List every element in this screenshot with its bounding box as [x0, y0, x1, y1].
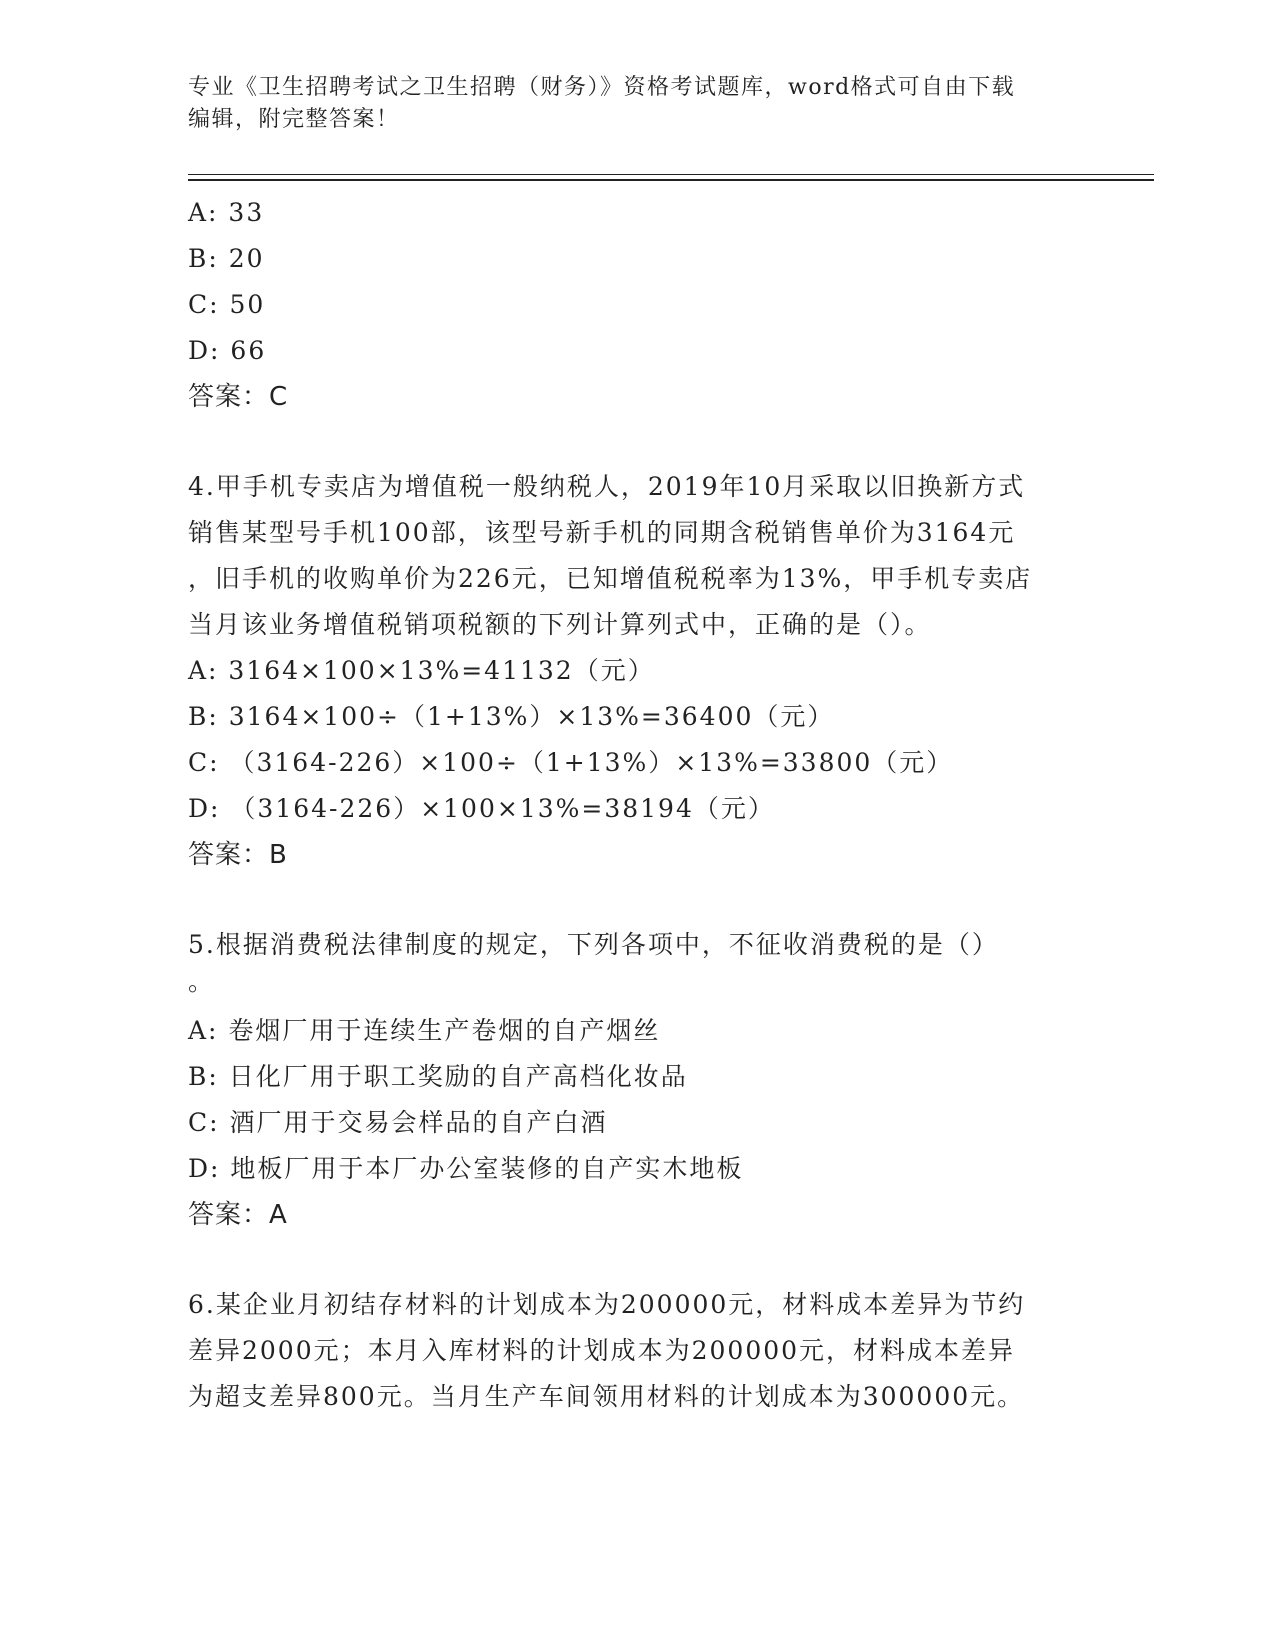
question-text-line: 当月该业务增值税销项税额的下列计算列式中，正确的是（）。: [188, 610, 932, 639]
option-a: A: 卷烟厂用于连续生产卷烟的自产烟丝: [188, 1016, 661, 1045]
question-text-line: 6.某企业月初结存材料的计划成本为200000元，材料成本差异为节约: [188, 1290, 1026, 1319]
option-a: A: 33: [188, 198, 265, 227]
option-a: A: 3164×100×13%=41132（元）: [188, 656, 655, 685]
question-text-line: 销售某型号手机100部，该型号新手机的同期含税销售单价为3164元: [188, 518, 1016, 547]
answer: 答案：A: [188, 1200, 288, 1230]
question-text-line: 为超支差异800元。当月生产车间领用材料的计划成本为300000元。: [188, 1382, 1025, 1411]
header-line-2: 编辑，附完整答案！: [188, 107, 400, 132]
header-divider-thin: [188, 174, 1154, 175]
question-text-tail: 。: [188, 967, 214, 996]
option-c: C: （3164-226）×100÷（1+13%）×13%=33800（元）: [188, 748, 954, 777]
option-d: D: 66: [188, 336, 267, 365]
question-3: [188, 190, 1088, 420]
option-b: B: 3164×100÷（1+13%）×13%=36400（元）: [188, 702, 835, 731]
question-6: [188, 1282, 1088, 1420]
question-text-line: 4.甲手机专卖店为增值税一般纳税人，2019年10月采取以旧换新方式: [188, 472, 1026, 501]
question-text-line: ，旧手机的收购单价为226元，已知增值税税率为13%，甲手机专卖店: [188, 564, 1033, 593]
option-b: B: 20: [188, 244, 265, 273]
option-c: C: 50: [188, 290, 266, 319]
question-text-line: 差异2000元；本月入库材料的计划成本为200000元，材料成本差异: [188, 1336, 1016, 1365]
question-4: [188, 464, 1088, 878]
question-5: [188, 922, 1088, 1238]
header-line-1: 专业《卫生招聘考试之卫生招聘（财务）》资格考试题库，word格式可自由下载: [188, 75, 1016, 100]
page-header: [188, 72, 1088, 136]
question-text-line: 5.根据消费税法律制度的规定，下列各项中，不征收消费税的是（）: [188, 930, 999, 959]
option-c: C: 酒厂用于交易会样品的自产白酒: [188, 1108, 608, 1137]
header-divider-thick: [188, 179, 1154, 181]
option-b: B: 日化厂用于职工奖励的自产高档化妆品: [188, 1062, 688, 1091]
question-content: [188, 190, 1088, 1420]
option-d: D: （3164-226）×100×13%=38194（元）: [188, 794, 775, 823]
answer: 答案：B: [188, 840, 288, 870]
answer: 答案：C: [188, 382, 289, 412]
option-d: D: 地板厂用于本厂办公室装修的自产实木地板: [188, 1154, 744, 1183]
